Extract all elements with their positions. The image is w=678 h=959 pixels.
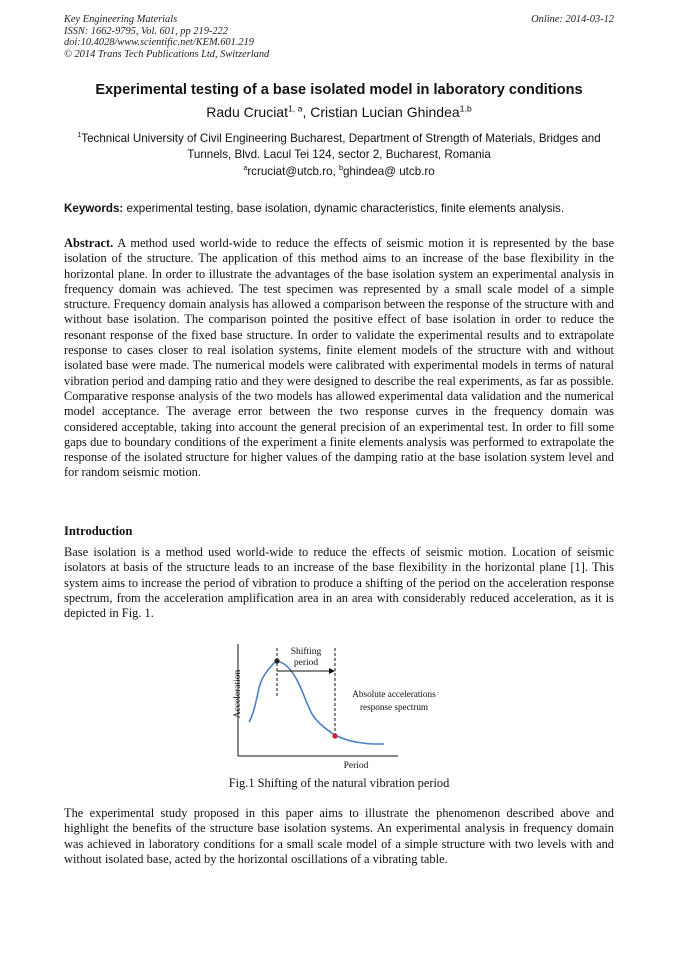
shift-arrow-head [329, 668, 335, 674]
affiliation-sup: 1 [77, 130, 82, 140]
paper-authors [40, 103, 638, 121]
closing-paragraph: The experimental study proposed in this paper aims to illustrate the phenomenon described above and highlight the benefits of the structure base isolation systems. An experimental analysis in frequency domain was achieved in laboratory conditions for a small scale model of a simple structure with two levels with and without isolated base, acted by the horizontal oscillations of a vibrating table. [64, 806, 614, 866]
email-b-sup: b [338, 163, 343, 173]
journal-name: Key Engineering Materials [64, 14, 178, 25]
email-b: ghindea@ utcb.ro [342, 165, 435, 178]
author-separator: , [302, 104, 311, 120]
figure-1 [226, 640, 466, 775]
author-1: Radu Cruciat [206, 104, 288, 120]
paper-title: Experimental testing of a base isolated model in laboratory conditions [95, 82, 583, 98]
keywords-text: experimental testing, base isolation, dynamic characteristics, finite elements analysis. [123, 202, 565, 215]
figure-1-caption: Fig.1 Shifting of the natural vibration period [228, 776, 450, 790]
author-1-sup: 1, a [287, 103, 303, 114]
shift-label-line-1: Shifting [290, 647, 322, 657]
online-date: Online: 2014-03-12 [531, 14, 614, 25]
abstract-label: Abstract. [64, 236, 114, 250]
affiliation-text: Technical University of Civil Engineering Bucharest, Department of Strength of Materials, Bridges and Tunnels, Blvd. Lacul Tei 124, sector 2, Bucharest, Romania [81, 132, 601, 161]
natural-period-marker [274, 658, 279, 663]
abstract-text: A method used world-wide to reduce the effects of seismic motion it is represented by the base isolation of the structure. The application of this method aims to an increase of the base flexibility in the horizontal plane. In order to illustrate the advantages of the base isolation system an experimental analysis in frequency domain was achieved. The test specimen was represented by a small scale model of a simple structure. Frequency domain analysis has allowed a comparison between the response of the structure with and without base isolation. The comparison pointed the positive effect of base isolation in order to reduce the resonant response of the fixed base structure. In order to validate the experimental results and to extrapolate response to cases closer to real isolation systems, finite element models of the structure with and without isolated base were made. The numerical models were calibrated with experimental models in terms of natural vibration period and damping ratio and they were designed to describe the real experiments, as far as possible. Comparative response analysis of the two models has allowed experimental data validation and the numerical model acceptance. The average error between the two response curves in the frequency domain was considered acceptable, taking into account the general precision of an experimental test. In order to fill some gaps due to boundary conditions of the experiment a finite elements analysis was performed to extrapolate the response of the isolated structure for higher values of the damping ratio at the base isolation system level and for random seismic motion. [64, 236, 614, 480]
curve-label-line-2: response spectrum [359, 702, 429, 712]
journal-issn: ISSN: 1662-9795, Vol. 601, pp 219-222 [64, 25, 228, 37]
author-emails [64, 164, 614, 179]
keywords [64, 201, 624, 216]
email-a: rcruciat@utcb.ro, [247, 165, 339, 178]
abstract [64, 236, 614, 481]
introduction-text: Base isolation is a method used world-wide to reduce the effects of seismic motion. Location of seismic isolators at basis of the structure leads to an increase of the base flexibility in the horizontal plane [1]. This system aims to increase the period of vibration to produce a shifting of the period on the acceleration response spectrum, from the acceleration amplification area in an area with considerably reduced acceleration, as it is depicted in Fig. 1. [64, 545, 614, 621]
author-2: Cristian Lucian Ghindea [310, 104, 460, 120]
introduction-heading: Introduction [64, 524, 133, 538]
email-a-sup: a [243, 163, 248, 173]
affiliation [64, 131, 614, 162]
journal-copyright: © 2014 Trans Tech Publications Ltd, Switzerland [64, 48, 270, 60]
shifted-period-marker [332, 733, 337, 738]
x-axis-label: Period [343, 761, 369, 771]
shift-label-line-2: period [293, 658, 319, 668]
journal-header [64, 14, 269, 60]
author-2-sup: 1,b [459, 103, 472, 114]
keywords-label: Keywords: [64, 202, 124, 215]
journal-doi: doi:10.4028/www.scientific.net/KEM.601.219 [64, 37, 254, 49]
curve-label-line-1: Absolute accelerations [352, 689, 436, 699]
y-axis-label: Acceleration [233, 669, 243, 719]
